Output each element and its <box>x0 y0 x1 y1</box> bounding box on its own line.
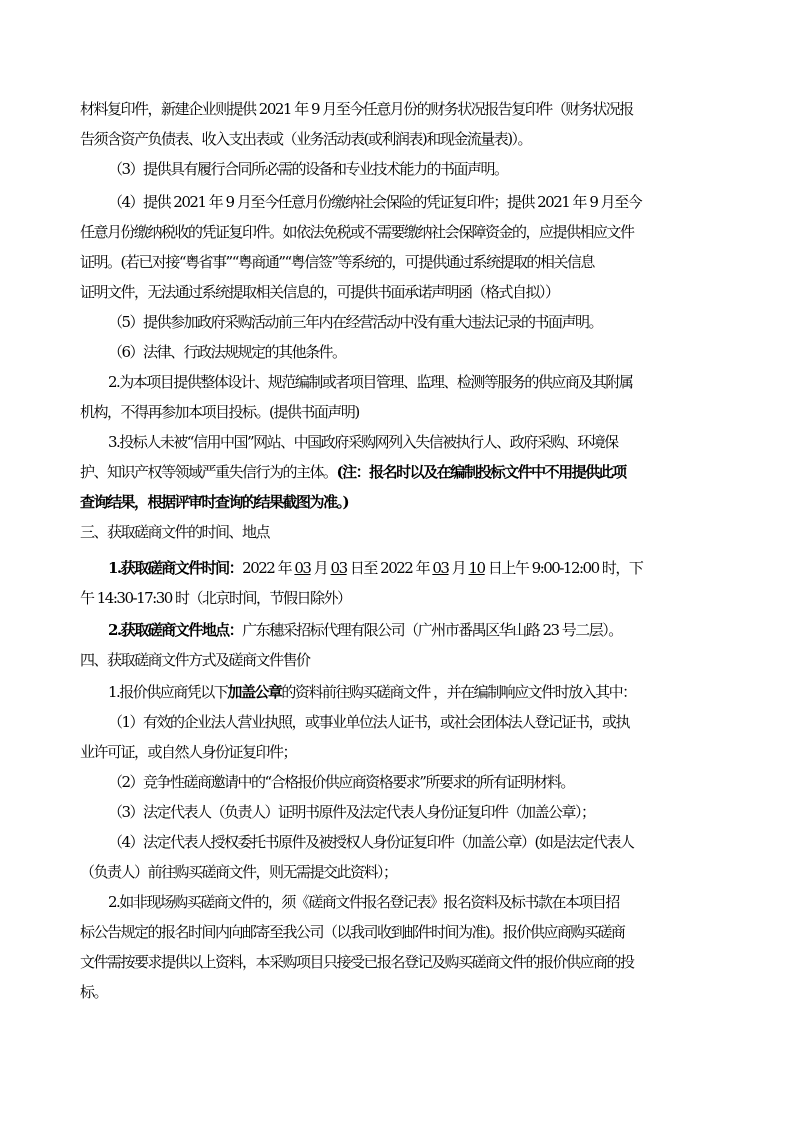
text-line <box>0 861 793 883</box>
text-line <box>0 981 793 1003</box>
text-segment: （1）有效的企业法人营业执照，或事业单位法人证书，或社会团体法人登记证书，或执 <box>108 713 630 731</box>
text-segment: 2022 年 <box>242 559 295 577</box>
text-segment: 日至 2022 年 <box>346 559 433 577</box>
text-segment: 证明文件，无法通过系统提取相关信息的，可提供书面承诺声明函（格式自拟）） <box>80 283 559 301</box>
text-line <box>0 311 793 333</box>
text-segment: 午 14:30-17:30 时（北京时间，节假日除外） <box>80 589 351 607</box>
text-segment: （3）法定代表人（负责人）证明书原件及法定代表人身份证复印件（加盖公章）； <box>108 803 595 821</box>
text-segment: 月 <box>310 559 331 577</box>
text-line <box>0 221 793 243</box>
text-segment: （6）法律、行政法规规定的其他条件。 <box>108 343 346 361</box>
text-segment: （4）法定代表人授权委托书原件及被授权人身份证复印件（加盖公章）(如是法定代表人 <box>108 833 634 851</box>
text-line <box>0 681 793 703</box>
text-segment: 材料复印件，新建企业则提供 2021 年 9 月至今任意月份的财务状况报告复印件（财务状况报 <box>80 100 633 118</box>
text-line <box>0 341 793 363</box>
text-segment: （3）提供具有履行合同所必需的设备和专业技术能力的书面声明。 <box>108 160 508 178</box>
text-line <box>0 921 793 943</box>
text-line <box>0 891 793 913</box>
text-segment: 文件需按要求提供以上资料，本采购项目只接受已报名登记及购买磋商文件的报价供应商的投 <box>80 953 634 971</box>
text-segment: 广东穗采招标代理有限公司（广州市番禺区华山路 23 号二层）。 <box>242 621 622 639</box>
text-segment: 证明。(若已对接“粤省事”“粤商通”“粤信签”等系统的，可提供通过系统提取的相关信息 <box>80 253 594 271</box>
text-line <box>0 649 793 671</box>
text-segment: 查询结果，根据评审时查询的结果截图为准。) <box>80 493 349 511</box>
text-segment: 标。 <box>80 983 108 1001</box>
text-line <box>0 128 793 150</box>
text-segment: 03 <box>432 559 449 577</box>
text-line <box>0 831 793 853</box>
text-line <box>0 741 793 763</box>
text-line <box>0 431 793 453</box>
text-line <box>0 191 793 213</box>
text-line <box>0 587 793 609</box>
text-segment: （4）提供 2021 年 9 月至今任意月份缴纳社会保险的凭证复印件；提供 2021 年 9 月至今 <box>108 193 642 211</box>
text-segment: 03 <box>330 559 347 577</box>
text-segment: 3.投标人未被“信用中国”网站、中国政府采购网列入失信被执行人、政府采购、环境保 <box>108 433 618 451</box>
text-line <box>0 711 793 733</box>
text-line <box>0 619 793 641</box>
text-line <box>0 281 793 303</box>
text-segment: 机构，不得再参加本项目投标。(提供书面声明) <box>80 403 359 421</box>
text-line <box>0 98 793 120</box>
text-line <box>0 557 793 579</box>
text-line <box>0 158 793 180</box>
text-segment: 四、获取磋商文件方式及磋商文件售价 <box>80 651 310 669</box>
text-segment: 的资料前往购买磋商文件 ，并在编制响应文件时放入其中： <box>281 683 636 701</box>
text-segment: 2.为本项目提供整体设计、规范编制或者项目管理、监理、检测等服务的供应商及其附属 <box>108 373 633 391</box>
text-line <box>0 491 793 513</box>
text-line <box>0 371 793 393</box>
text-line <box>0 461 793 483</box>
text-segment: 2.如非现场购买磋商文件的，须《磋商文件报名登记表》报名资料及标书款在本项目招 <box>108 893 619 911</box>
text-segment: 加盖公章 <box>227 683 282 701</box>
text-segment: 月 <box>448 559 469 577</box>
text-segment: 日上午 9:00-12:00 时，下 <box>484 559 643 577</box>
text-segment: 标公告规定的报名时间内向邮寄至我公司（以我司收到邮件时间为准)。报价供应商购买磋商 <box>80 923 625 941</box>
text-segment: 告须含资产负债表、收入支出表或（业务活动表(或利润表)和现金流量表)）。 <box>80 130 532 148</box>
text-segment: 业许可证，或自然人身份证复印件； <box>80 743 297 761</box>
text-line <box>0 251 793 273</box>
text-line <box>0 521 793 543</box>
text-segment: 2.获取磋商文件地点： <box>108 621 243 639</box>
text-segment: （5）提供参加政府采购活动前三年内在经营活动中没有重大违法记录的书面声明。 <box>108 313 603 331</box>
text-segment: 1.获取磋商文件时间： <box>108 559 243 577</box>
text-line <box>0 951 793 973</box>
text-segment: （负责人）前往购买磋商文件，则无需提交此资料）； <box>80 863 397 881</box>
text-segment: 03 <box>294 559 311 577</box>
text-line <box>0 401 793 423</box>
text-segment: 三、获取磋商文件的时间、地点 <box>80 523 270 541</box>
text-segment: (注：报名时以及在编制投标文件中不用提供此项 <box>336 463 626 481</box>
text-segment: 任意月份缴纳税收的凭证复印件。如依法免税或不需要缴纳社会保障资金的，应提供相应文件 <box>80 223 634 241</box>
text-segment: 护、知识产权等领域严重失信行为的主体。 <box>80 463 337 481</box>
text-segment: 10 <box>468 559 485 577</box>
text-line <box>0 801 793 823</box>
text-segment: 1.报价供应商凭以下 <box>108 683 228 701</box>
text-line <box>0 771 793 793</box>
text-segment: （2）竞争性磋商邀请中的“合格报价供应商资格要求”所要求的所有证明材料。 <box>108 773 574 791</box>
